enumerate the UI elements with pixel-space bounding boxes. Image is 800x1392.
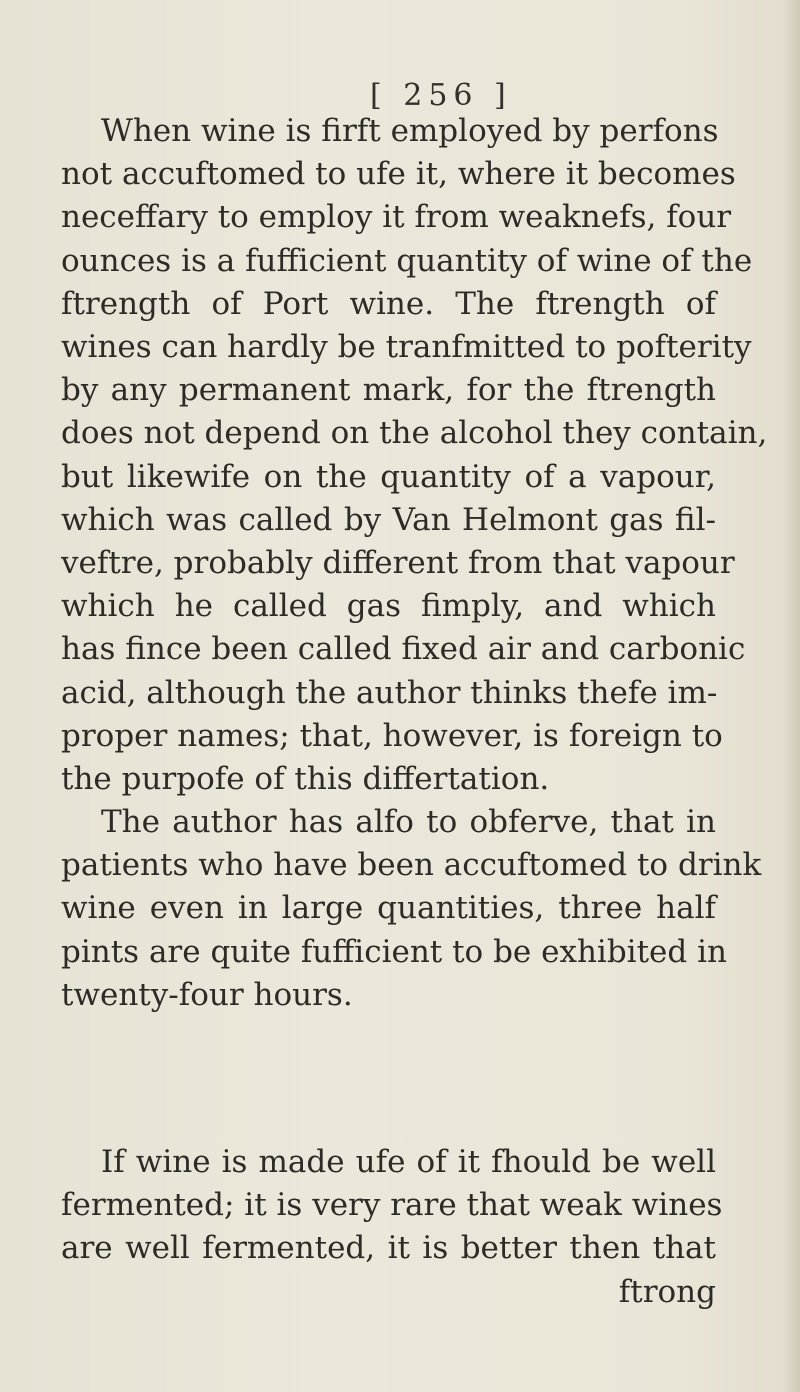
text-line: If wine is made ufe of it fhould be well bbox=[101, 1144, 716, 1180]
catchword: ftrong bbox=[618, 1273, 716, 1310]
text-line: fermented; it is very rare that weak wines bbox=[61, 1187, 723, 1224]
text-line: twenty-four hours. bbox=[61, 976, 353, 1013]
page-edge-shadow bbox=[782, 0, 800, 1392]
text-line: ftrength of Port wine. The ftrength of bbox=[61, 285, 716, 322]
page-number: [ 256 ] bbox=[370, 78, 512, 113]
paragraph-wine-strength bbox=[61, 110, 768, 801]
text-line: are well fermented, it is better then that bbox=[61, 1230, 716, 1267]
text-line: veftre, probably different from that vapour bbox=[61, 545, 735, 582]
text-line: patients who have been accuftomed to drink bbox=[61, 847, 762, 884]
text-line: pints are quite fufficient to be exhibited in bbox=[61, 933, 727, 970]
text-line: neceffary to employ it from weaknefs, four bbox=[61, 199, 732, 236]
text-line: the purpofe of this differtation. bbox=[61, 761, 550, 798]
text-line: has fince been called fixed air and carbonic bbox=[61, 631, 746, 668]
text-line: does not depend on the alcohol they contain, bbox=[61, 415, 768, 452]
text-line: acid, although the author thinks thefe im- bbox=[61, 674, 718, 711]
text-line: proper names; that, however, is foreign to bbox=[61, 717, 723, 754]
text-line: wines can hardly be tranfmitted to pofterity bbox=[61, 329, 752, 366]
text-line: wine even in large quantities, three half bbox=[61, 890, 716, 927]
text-line: The author has alfo to obferve, that in bbox=[101, 804, 716, 840]
text-line: which he called gas fimply, and which bbox=[61, 588, 716, 625]
text-line: When wine is firft employed by perfons bbox=[101, 113, 719, 149]
text-line: ounces is a fufficient quantity of wine of the bbox=[61, 242, 753, 279]
text-line: which was called by Van Helmont gas fil- bbox=[61, 501, 716, 538]
text-line: by any permanent mark, for the ftrength bbox=[61, 372, 716, 409]
paragraph-fermented-wine bbox=[61, 1141, 723, 1314]
text-line: not accuftomed to ufe it, where it becomes bbox=[61, 156, 736, 193]
paragraph-three-half-pints bbox=[61, 801, 762, 1017]
text-line: but likewife on the quantity of a vapour, bbox=[61, 458, 716, 495]
